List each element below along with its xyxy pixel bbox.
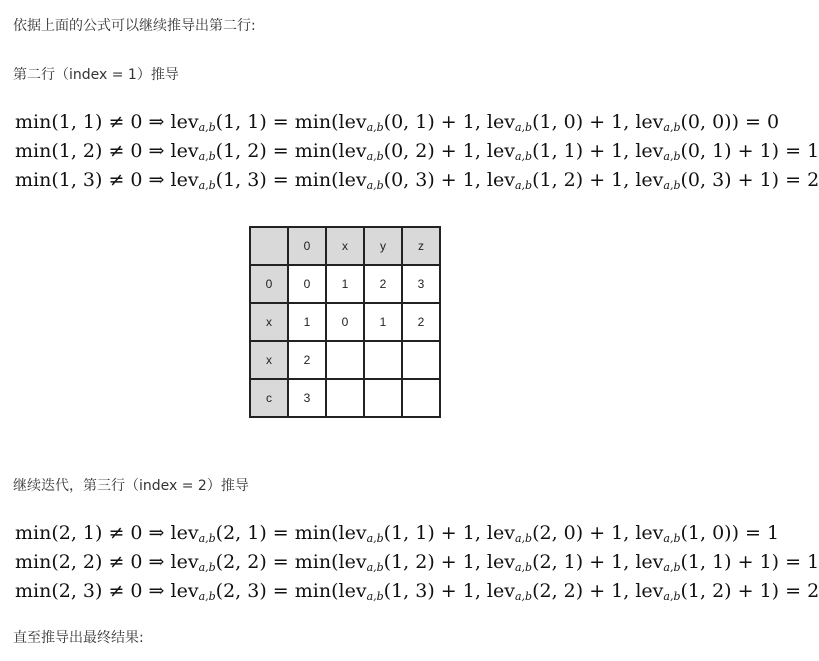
table-cell: 2 xyxy=(402,303,440,341)
equation-subscript: a,b xyxy=(198,561,216,574)
table-cell: 3 xyxy=(402,265,440,303)
equation-subscript: a,b xyxy=(663,179,681,192)
equation-segment: (1, 3) + 1, lev xyxy=(383,580,515,602)
row2-heading: 第二行（index = 1）推导 xyxy=(13,67,179,83)
equation-subscript: a,b xyxy=(663,150,681,163)
equation-subscript: a,b xyxy=(366,590,384,603)
table-cell xyxy=(326,379,364,417)
table-cell xyxy=(326,341,364,379)
equation-segment: (1, 2) = min(lev xyxy=(215,140,367,162)
equation-segment: (0, 1) + 1, lev xyxy=(383,111,515,133)
equation-subscript: a,b xyxy=(663,590,681,603)
equation-subscript: a,b xyxy=(663,532,681,545)
equation-subscript: a,b xyxy=(366,532,384,545)
equation-segment: min(1, 1) ≠ 0 ⇒ lev xyxy=(15,111,199,133)
row3-heading: 继续迭代，第三行（index = 2）推导 xyxy=(13,478,249,494)
equation-segment: (2, 2) + 1, lev xyxy=(532,580,664,602)
equation-subscript: a,b xyxy=(198,179,216,192)
equation-segment: (1, 1) = min(lev xyxy=(215,111,367,133)
equation-subscript: a,b xyxy=(514,179,533,192)
equation-subscript: a,b xyxy=(366,150,384,163)
table-cell: x xyxy=(250,341,288,379)
table-cell: 0 xyxy=(250,265,288,303)
equation-subscript: a,b xyxy=(198,150,216,163)
equation-segment: (1, 0)) = 1 xyxy=(680,522,780,544)
table-row xyxy=(250,379,440,417)
edit-distance-table xyxy=(249,226,441,418)
equation-subscript: a,b xyxy=(198,532,216,545)
equation-segment: (1, 1) + 1, lev xyxy=(383,522,515,544)
equation-segment: (0, 1) + 1) = 1 xyxy=(680,140,819,162)
equation-segment: (2, 0) + 1, lev xyxy=(532,522,664,544)
equation-segment: (2, 3) = min(lev xyxy=(215,580,367,602)
equation-line xyxy=(15,578,819,604)
equation-segment: (0, 3) + 1, lev xyxy=(383,169,515,191)
equation-segment: (2, 1) + 1, lev xyxy=(532,551,664,573)
equation-line xyxy=(15,109,779,135)
equation-line xyxy=(15,549,819,575)
table-cell: x xyxy=(326,227,364,265)
table-cell: 0 xyxy=(326,303,364,341)
equation-segment: (0, 0)) = 0 xyxy=(680,111,780,133)
equation-subscript: a,b xyxy=(366,121,384,134)
equation-segment: (1, 0) + 1, lev xyxy=(532,111,664,133)
equation-segment: min(1, 2) ≠ 0 ⇒ lev xyxy=(15,140,199,162)
table-cell: c xyxy=(250,379,288,417)
equation-segment: (1, 2) + 1) = 2 xyxy=(680,580,819,602)
equation-segment: min(2, 2) ≠ 0 ⇒ lev xyxy=(15,551,199,573)
intro-text: 依据上面的公式可以继续推导出第二行: xyxy=(13,18,256,34)
table-cell: 1 xyxy=(326,265,364,303)
equation-subscript: a,b xyxy=(198,121,216,134)
equation-subscript: a,b xyxy=(514,532,533,545)
equation-subscript: a,b xyxy=(514,590,533,603)
table-cell: 2 xyxy=(288,341,326,379)
table-cell: 0 xyxy=(288,265,326,303)
equation-subscript: a,b xyxy=(198,590,216,603)
equation-segment: (1, 1) + 1) = 1 xyxy=(680,551,819,573)
equation-segment: (0, 2) + 1, lev xyxy=(383,140,515,162)
equation-subscript: a,b xyxy=(663,561,681,574)
equation-segment: (1, 2) + 1, lev xyxy=(383,551,515,573)
equation-subscript: a,b xyxy=(514,121,533,134)
table-row xyxy=(250,227,440,265)
table-cell xyxy=(402,379,440,417)
equation-segment: (2, 1) = min(lev xyxy=(215,522,367,544)
equation-segment: (0, 3) + 1) = 2 xyxy=(680,169,819,191)
equation-segment: (2, 2) = min(lev xyxy=(215,551,367,573)
equation-segment: min(2, 1) ≠ 0 ⇒ lev xyxy=(15,522,199,544)
table-row xyxy=(250,341,440,379)
equation-subscript: a,b xyxy=(366,179,384,192)
table-cell xyxy=(364,341,402,379)
equation-subscript: a,b xyxy=(663,121,681,134)
equation-subscript: a,b xyxy=(366,561,384,574)
table-cell: 1 xyxy=(364,303,402,341)
table-cell: x xyxy=(250,303,288,341)
equation-segment: (1, 3) = min(lev xyxy=(215,169,367,191)
table-cell: y xyxy=(364,227,402,265)
equation-line xyxy=(15,520,779,546)
table-cell xyxy=(364,379,402,417)
table-cell: 0 xyxy=(288,227,326,265)
equation-line xyxy=(15,138,819,164)
equation-segment: (1, 1) + 1, lev xyxy=(532,140,664,162)
equation-line xyxy=(15,167,819,193)
table-row xyxy=(250,265,440,303)
equation-segment: min(2, 3) ≠ 0 ⇒ lev xyxy=(15,580,199,602)
table-cell: 3 xyxy=(288,379,326,417)
table-cell xyxy=(402,341,440,379)
equation-subscript: a,b xyxy=(514,561,533,574)
table-cell: 1 xyxy=(288,303,326,341)
final-text: 直至推导出最终结果: xyxy=(13,630,144,646)
equation-segment: min(1, 3) ≠ 0 ⇒ lev xyxy=(15,169,199,191)
equation-subscript: a,b xyxy=(514,150,533,163)
equation-segment: (1, 2) + 1, lev xyxy=(532,169,664,191)
table-cell: z xyxy=(402,227,440,265)
table-cell xyxy=(250,227,288,265)
table-row xyxy=(250,303,440,341)
table-cell: 2 xyxy=(364,265,402,303)
